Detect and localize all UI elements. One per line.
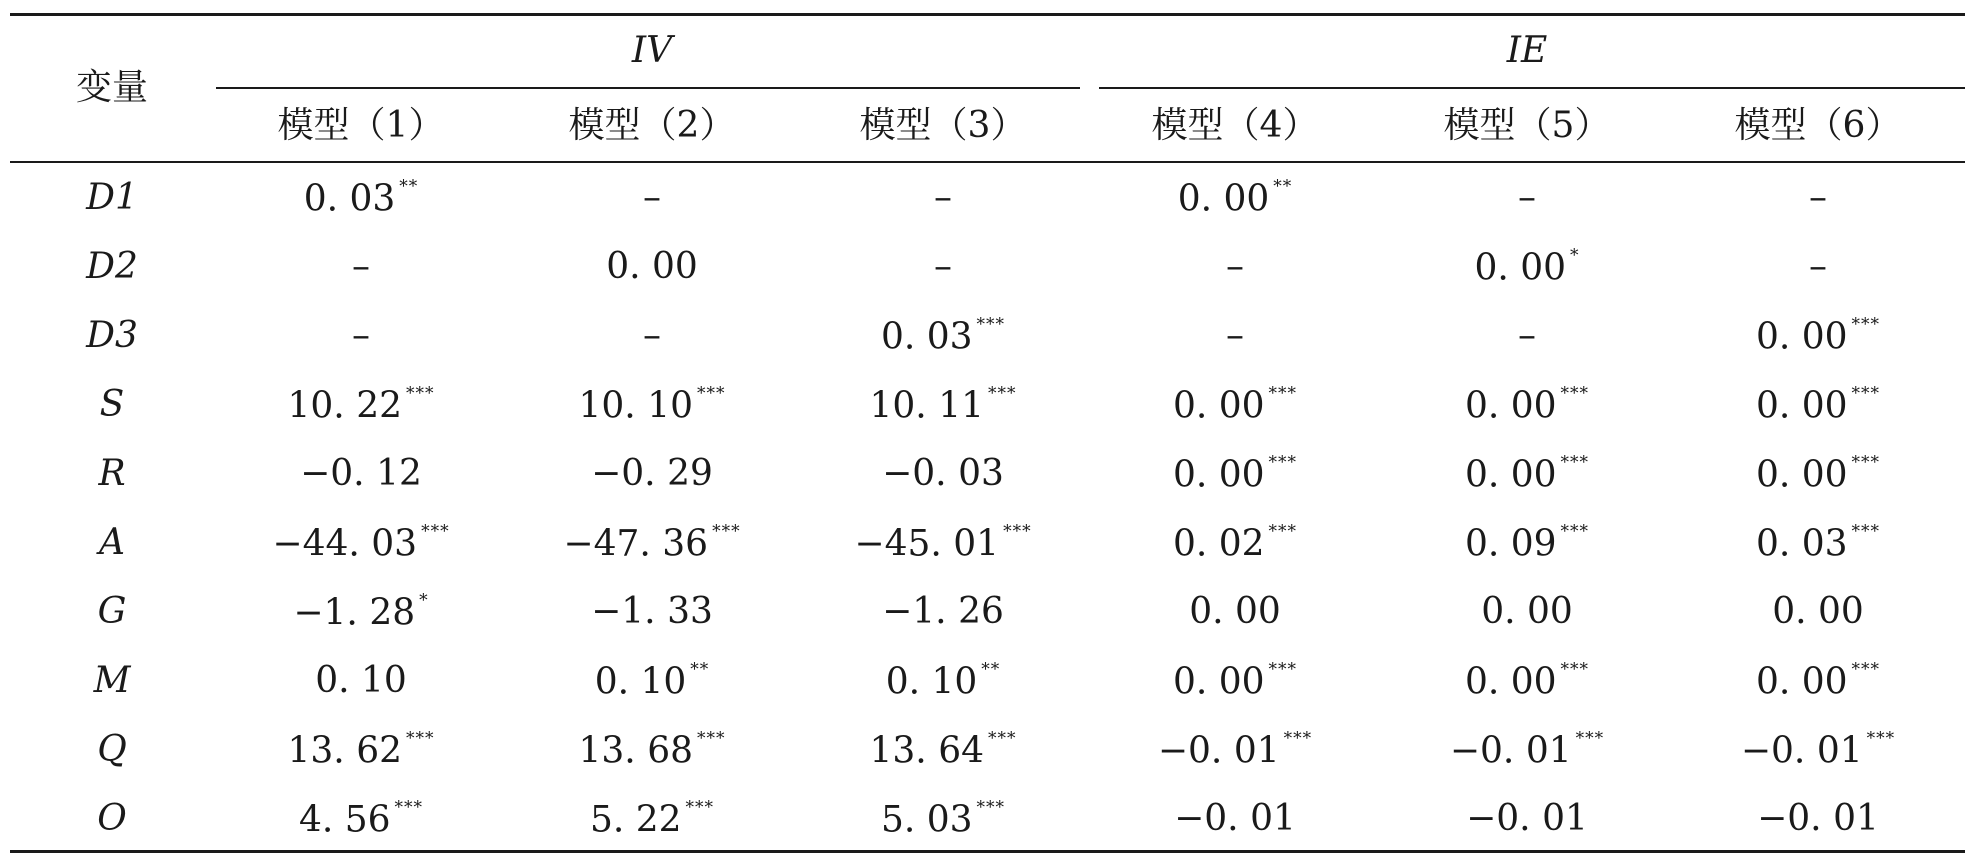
table-cell bbox=[854, 521, 1032, 565]
cell-value: – bbox=[352, 315, 370, 356]
table-cell bbox=[1172, 659, 1298, 703]
table-cell bbox=[934, 177, 952, 218]
cell-value: – bbox=[1518, 177, 1536, 218]
cell-value: – bbox=[1809, 177, 1827, 218]
table-cell bbox=[1226, 315, 1244, 356]
significance-stars: *** bbox=[406, 383, 435, 404]
significance-stars: *** bbox=[1851, 383, 1881, 404]
table-cell bbox=[352, 315, 370, 356]
cell-value: 0. 00 bbox=[1464, 385, 1557, 427]
significance-stars: *** bbox=[712, 521, 741, 542]
row-label: D2 bbox=[86, 246, 138, 287]
significance-stars: ** bbox=[1273, 176, 1293, 197]
cell-value: 0. 00 bbox=[1772, 591, 1864, 632]
significance-stars: *** bbox=[1866, 728, 1896, 749]
table-cell bbox=[606, 246, 698, 287]
row-label: G bbox=[97, 591, 127, 632]
cell-value: 13. 62 bbox=[287, 730, 403, 772]
table-cell bbox=[1755, 452, 1881, 496]
cell-value: −1. 26 bbox=[882, 591, 1004, 632]
significance-stars: *** bbox=[406, 728, 435, 749]
top-rule bbox=[10, 13, 1965, 16]
row-label: D3 bbox=[86, 315, 138, 356]
table-cell bbox=[1755, 314, 1881, 358]
significance-stars: *** bbox=[1268, 659, 1298, 680]
table-cell bbox=[563, 521, 741, 565]
table-cell bbox=[1226, 246, 1244, 287]
cell-value: −0. 01 bbox=[1740, 730, 1863, 772]
table-cell bbox=[1464, 383, 1590, 427]
cell-value: 13. 68 bbox=[578, 730, 694, 772]
cell-value: – bbox=[1226, 246, 1244, 287]
cell-value: 0. 00 bbox=[606, 246, 698, 287]
table-cell bbox=[869, 383, 1017, 427]
cell-value: 0. 00 bbox=[1172, 385, 1265, 427]
table-cell bbox=[1172, 383, 1298, 427]
significance-stars: *** bbox=[976, 314, 1006, 335]
table-cell bbox=[1481, 591, 1573, 632]
cell-value: 0. 00 bbox=[1755, 385, 1848, 427]
table-cell bbox=[869, 728, 1017, 772]
cell-value: −0. 29 bbox=[591, 453, 713, 494]
significance-stars: *** bbox=[1003, 521, 1032, 542]
column-header-5: 模型（5） bbox=[1443, 105, 1611, 146]
column-header-2: 模型（2） bbox=[568, 105, 736, 146]
cell-value: 13. 64 bbox=[869, 730, 985, 772]
cell-value: −0. 01 bbox=[1174, 798, 1296, 839]
table-cell bbox=[1772, 591, 1864, 632]
cell-value: 0. 10 bbox=[885, 661, 978, 703]
cell-value: 0. 10 bbox=[315, 660, 407, 701]
significance-stars: * bbox=[1570, 245, 1580, 266]
significance-stars: *** bbox=[1560, 659, 1590, 680]
table-cell bbox=[1757, 798, 1879, 839]
table-cell bbox=[1755, 521, 1881, 565]
significance-stars: ** bbox=[690, 659, 710, 680]
cell-value: −0. 01 bbox=[1449, 730, 1572, 772]
cell-value: −0. 01 bbox=[1757, 798, 1879, 839]
cell-value: −0. 12 bbox=[300, 453, 422, 494]
table-cell bbox=[1177, 176, 1293, 220]
significance-stars: *** bbox=[988, 728, 1017, 749]
significance-stars: *** bbox=[1560, 521, 1590, 542]
cell-value: – bbox=[643, 177, 661, 218]
table-cell bbox=[287, 728, 435, 772]
column-header-3: 模型（3） bbox=[859, 105, 1027, 146]
significance-stars: *** bbox=[1283, 728, 1313, 749]
stub-header: 变量 bbox=[75, 67, 149, 108]
cell-value: 0. 00 bbox=[1755, 316, 1848, 358]
cell-value: 0. 00 bbox=[1474, 247, 1567, 289]
cell-value: 5. 22 bbox=[589, 799, 682, 841]
significance-stars: * bbox=[419, 590, 429, 611]
table-cell bbox=[1157, 728, 1313, 772]
cell-value: 0. 10 bbox=[594, 661, 687, 703]
cell-value: −1. 33 bbox=[591, 591, 713, 632]
row-label: Q bbox=[97, 729, 127, 770]
table-cell bbox=[1172, 452, 1298, 496]
cell-value: – bbox=[1809, 246, 1827, 287]
cell-value: 0. 02 bbox=[1172, 523, 1265, 565]
significance-stars: *** bbox=[1851, 659, 1881, 680]
cell-value: 0. 00 bbox=[1481, 591, 1573, 632]
cell-value: – bbox=[352, 246, 370, 287]
cell-value: 5. 03 bbox=[880, 799, 973, 841]
group-header-ie: IE bbox=[1506, 30, 1548, 71]
row-label: S bbox=[99, 384, 125, 425]
significance-stars: *** bbox=[1560, 452, 1590, 473]
table-cell bbox=[1809, 246, 1827, 287]
table-cell bbox=[882, 591, 1004, 632]
significance-stars: *** bbox=[1268, 383, 1298, 404]
significance-stars: *** bbox=[1851, 314, 1881, 335]
group-rule-iv bbox=[216, 87, 1080, 89]
column-header-6: 模型（6） bbox=[1734, 105, 1902, 146]
cell-value: 0. 00 bbox=[1755, 454, 1848, 496]
table-cell bbox=[1189, 591, 1281, 632]
column-header-4: 模型（4） bbox=[1151, 105, 1319, 146]
bottom-rule bbox=[10, 850, 1965, 853]
table-cell bbox=[1466, 798, 1588, 839]
significance-stars: *** bbox=[421, 521, 450, 542]
cell-value: −45. 01 bbox=[854, 523, 1000, 565]
table-cell bbox=[885, 659, 1001, 703]
cell-value: – bbox=[643, 315, 661, 356]
significance-stars: *** bbox=[697, 383, 726, 404]
significance-stars: *** bbox=[1851, 452, 1881, 473]
significance-stars: ** bbox=[399, 176, 419, 197]
table-cell bbox=[1174, 798, 1296, 839]
table-cell bbox=[293, 590, 429, 634]
table-cell bbox=[1449, 728, 1605, 772]
header-bottom-rule bbox=[10, 161, 1965, 163]
cell-value: 10. 22 bbox=[287, 385, 403, 427]
significance-stars: *** bbox=[976, 797, 1006, 818]
table-cell bbox=[272, 521, 450, 565]
table-cell bbox=[1518, 177, 1536, 218]
cell-value: 10. 11 bbox=[869, 385, 985, 427]
cell-value: 0. 03 bbox=[303, 178, 396, 220]
cell-value: 0. 00 bbox=[1189, 591, 1281, 632]
cell-value: −1. 28 bbox=[293, 592, 416, 634]
row-label: D1 bbox=[86, 177, 138, 218]
table-cell bbox=[1172, 521, 1298, 565]
table-cell bbox=[643, 315, 661, 356]
table-cell bbox=[591, 453, 713, 494]
table-cell bbox=[1755, 383, 1881, 427]
cell-value: 0. 09 bbox=[1464, 523, 1557, 565]
significance-stars: *** bbox=[1268, 521, 1298, 542]
significance-stars: ** bbox=[981, 659, 1001, 680]
cell-value: −47. 36 bbox=[563, 523, 709, 565]
table-cell bbox=[578, 383, 726, 427]
group-header-iv: IV bbox=[631, 30, 673, 71]
cell-value: – bbox=[934, 246, 952, 287]
significance-stars: *** bbox=[1575, 728, 1605, 749]
cell-value: 0. 03 bbox=[1755, 523, 1848, 565]
cell-value: 10. 10 bbox=[578, 385, 694, 427]
significance-stars: *** bbox=[1268, 452, 1298, 473]
significance-stars: *** bbox=[1851, 521, 1881, 542]
table-cell bbox=[578, 728, 726, 772]
cell-value: 0. 00 bbox=[1172, 661, 1265, 703]
table-cell bbox=[352, 246, 370, 287]
table-cell bbox=[298, 797, 424, 841]
table-cell bbox=[1809, 177, 1827, 218]
group-rule-ie bbox=[1099, 87, 1965, 89]
table-cell bbox=[934, 246, 952, 287]
row-label: M bbox=[93, 660, 131, 701]
table-cell bbox=[1755, 659, 1881, 703]
row-label: R bbox=[98, 453, 126, 494]
table-cell bbox=[643, 177, 661, 218]
table-cell bbox=[1474, 245, 1580, 289]
table-cell bbox=[589, 797, 715, 841]
cell-value: 0. 00 bbox=[1755, 661, 1848, 703]
table-cell bbox=[1740, 728, 1896, 772]
significance-stars: *** bbox=[394, 797, 424, 818]
table-cell bbox=[1518, 315, 1536, 356]
table-cell bbox=[315, 660, 407, 701]
row-label: A bbox=[99, 522, 125, 563]
significance-stars: *** bbox=[697, 728, 726, 749]
significance-stars: *** bbox=[988, 383, 1017, 404]
table-cell bbox=[1464, 521, 1590, 565]
table-cell bbox=[1464, 659, 1590, 703]
cell-value: 0. 00 bbox=[1177, 178, 1270, 220]
cell-value: −44. 03 bbox=[272, 523, 418, 565]
cell-value: −0. 03 bbox=[882, 453, 1004, 494]
cell-value: 0. 00 bbox=[1464, 661, 1557, 703]
cell-value: – bbox=[1518, 315, 1536, 356]
cell-value: – bbox=[934, 177, 952, 218]
row-label: O bbox=[97, 798, 127, 839]
table-cell bbox=[880, 797, 1006, 841]
cell-value: −0. 01 bbox=[1466, 798, 1588, 839]
table-cell bbox=[300, 453, 422, 494]
cell-value: – bbox=[1226, 315, 1244, 356]
table-cell bbox=[591, 591, 713, 632]
column-header-1: 模型（1） bbox=[277, 105, 445, 146]
significance-stars: *** bbox=[1560, 383, 1590, 404]
table-cell bbox=[594, 659, 710, 703]
cell-value: 0. 03 bbox=[880, 316, 973, 358]
table-cell bbox=[303, 176, 419, 220]
significance-stars: *** bbox=[685, 797, 715, 818]
table-cell bbox=[880, 314, 1006, 358]
table-cell bbox=[287, 383, 435, 427]
cell-value: 0. 00 bbox=[1172, 454, 1265, 496]
table-cell bbox=[1464, 452, 1590, 496]
table-cell bbox=[882, 453, 1004, 494]
cell-value: 4. 56 bbox=[298, 799, 391, 841]
cell-value: −0. 01 bbox=[1157, 730, 1280, 772]
cell-value: 0. 00 bbox=[1464, 454, 1557, 496]
